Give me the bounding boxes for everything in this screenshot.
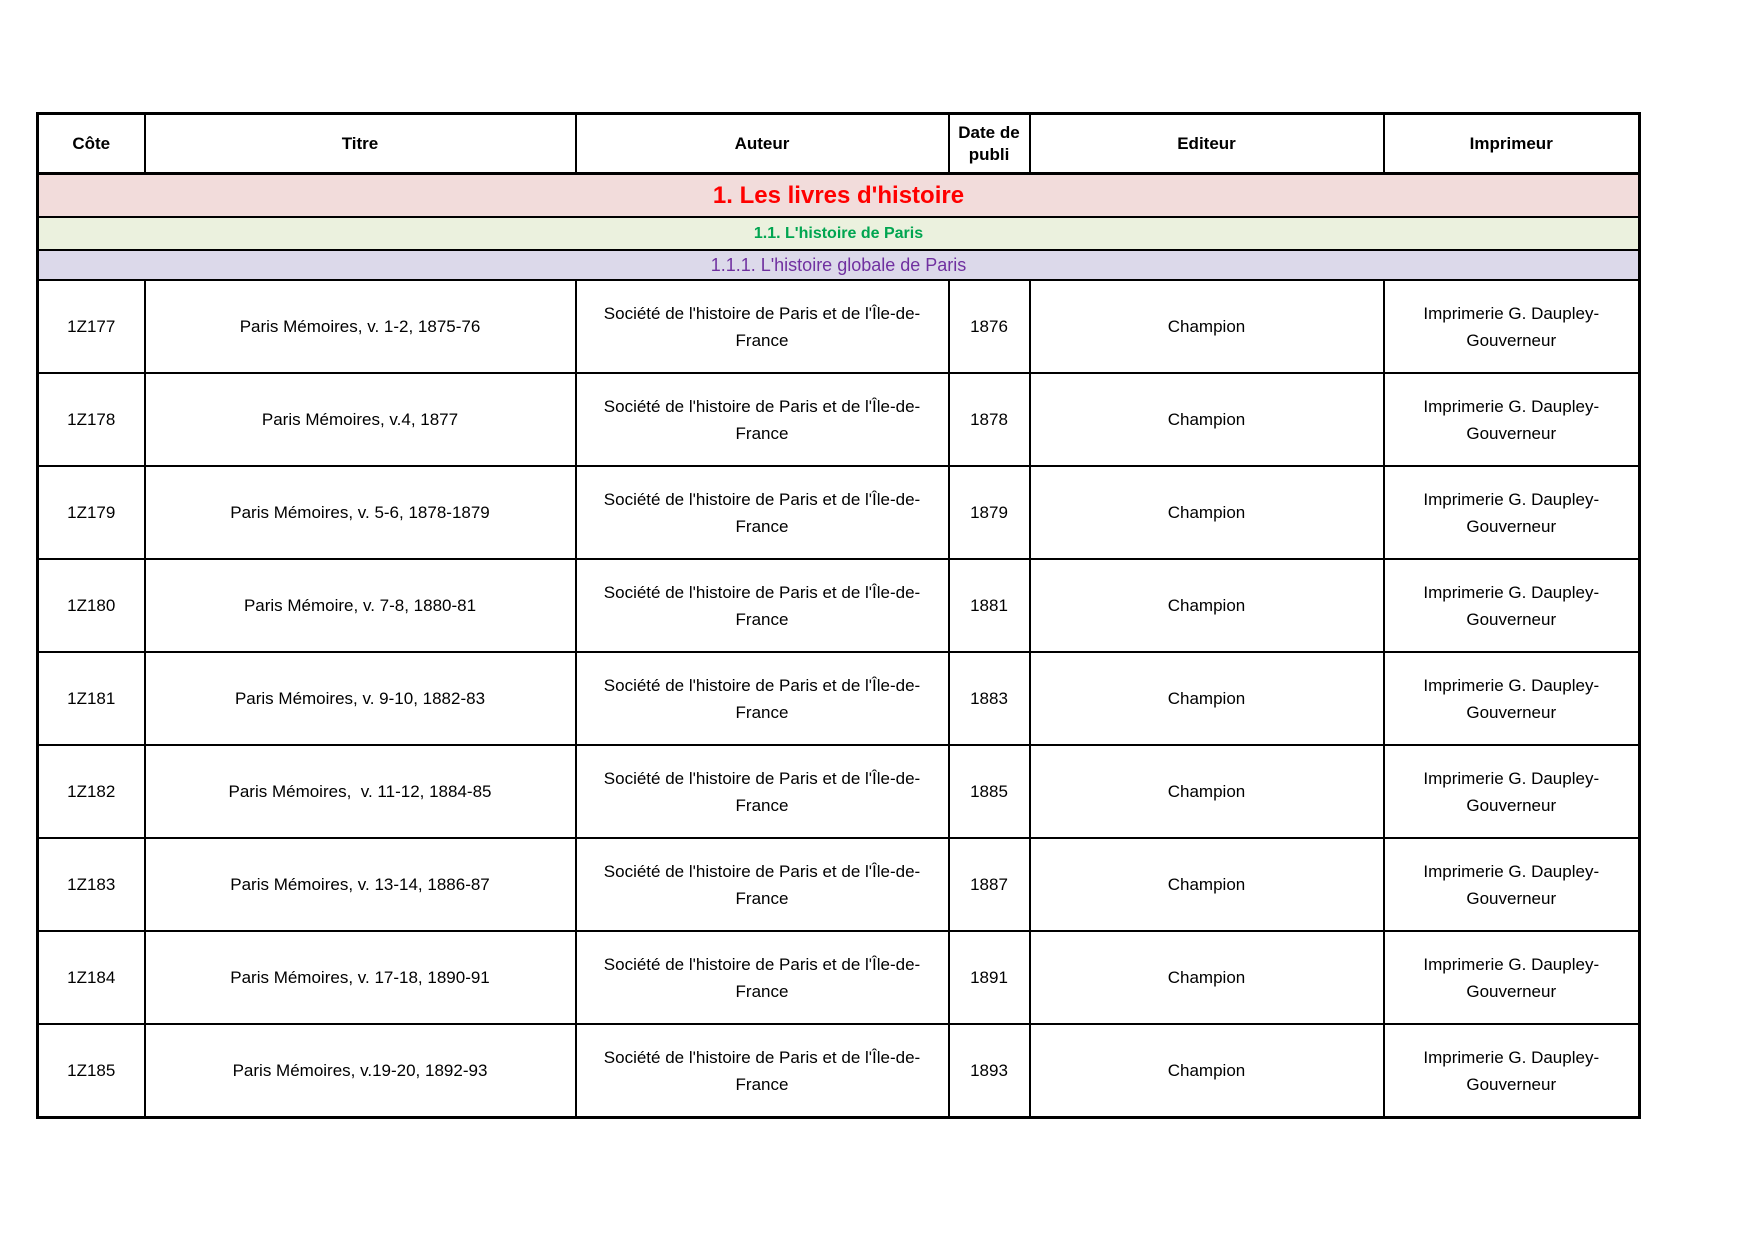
cell-imprimeur: Imprimerie G. Daupley-Gouverneur (1384, 280, 1640, 373)
cell-date: 1881 (949, 559, 1030, 652)
cell-editeur: Champion (1030, 466, 1384, 559)
section-title-text: 1.1. L'histoire de Paris (38, 217, 1640, 250)
cell-editeur: Champion (1030, 373, 1384, 466)
cell-imprimeur: Imprimerie G. Daupley-Gouverneur (1384, 652, 1640, 745)
cell-imprimeur: Imprimerie G. Daupley-Gouverneur (1384, 931, 1640, 1024)
cell-imprimeur: Imprimerie G. Daupley-Gouverneur (1384, 373, 1640, 466)
cell-cote: 1Z177 (38, 280, 145, 373)
cell-titre: Paris Mémoires, v. 17-18, 1890-91 (145, 931, 576, 1024)
cell-imprimeur: Imprimerie G. Daupley-Gouverneur (1384, 559, 1640, 652)
table-row (38, 838, 1640, 931)
cell-date: 1878 (949, 373, 1030, 466)
section-title-text: 1. Les livres d'histoire (38, 174, 1640, 218)
cell-date: 1893 (949, 1024, 1030, 1118)
column-header-cote: Côte (38, 114, 145, 174)
cell-imprimeur: Imprimerie G. Daupley-Gouverneur (1384, 466, 1640, 559)
cell-titre: Paris Mémoires, v. 11-12, 1884-85 (145, 745, 576, 838)
cell-editeur: Champion (1030, 559, 1384, 652)
column-header-auteur: Auteur (576, 114, 949, 174)
cell-date: 1879 (949, 466, 1030, 559)
cell-auteur: Société de l'histoire de Paris et de l'Île-de-France (576, 745, 949, 838)
column-header-editeur: Editeur (1030, 114, 1384, 174)
cell-date: 1891 (949, 931, 1030, 1024)
cell-editeur: Champion (1030, 280, 1384, 373)
cell-titre: Paris Mémoires, v. 13-14, 1886-87 (145, 838, 576, 931)
cell-cote: 1Z185 (38, 1024, 145, 1118)
table-row (38, 373, 1640, 466)
section-title-level-1 (38, 174, 1640, 218)
table-row (38, 559, 1640, 652)
cell-auteur: Société de l'histoire de Paris et de l'Île-de-France (576, 559, 949, 652)
cell-date: 1883 (949, 652, 1030, 745)
section-title-level-2 (38, 217, 1640, 250)
table-row (38, 652, 1640, 745)
section-title-text: 1.1.1. L'histoire globale de Paris (38, 250, 1640, 280)
cell-titre: Paris Mémoires, v. 5-6, 1878-1879 (145, 466, 576, 559)
cell-auteur: Société de l'histoire de Paris et de l'Île-de-France (576, 652, 949, 745)
catalog-table (36, 112, 1641, 1119)
table-row (38, 466, 1640, 559)
table-header-row (38, 114, 1640, 174)
cell-cote: 1Z178 (38, 373, 145, 466)
cell-editeur: Champion (1030, 652, 1384, 745)
cell-date: 1885 (949, 745, 1030, 838)
cell-imprimeur: Imprimerie G. Daupley-Gouverneur (1384, 1024, 1640, 1118)
section-title-level-3 (38, 250, 1640, 280)
cell-cote: 1Z183 (38, 838, 145, 931)
cell-editeur: Champion (1030, 838, 1384, 931)
cell-date: 1887 (949, 838, 1030, 931)
cell-auteur: Société de l'histoire de Paris et de l'Île-de-France (576, 1024, 949, 1118)
cell-titre: Paris Mémoires, v. 1-2, 1875-76 (145, 280, 576, 373)
column-header-titre: Titre (145, 114, 576, 174)
cell-auteur: Société de l'histoire de Paris et de l'Île-de-France (576, 931, 949, 1024)
cell-cote: 1Z184 (38, 931, 145, 1024)
table-row (38, 280, 1640, 373)
cell-date: 1876 (949, 280, 1030, 373)
cell-cote: 1Z179 (38, 466, 145, 559)
cell-titre: Paris Mémoire, v. 7-8, 1880-81 (145, 559, 576, 652)
cell-cote: 1Z180 (38, 559, 145, 652)
cell-auteur: Société de l'histoire de Paris et de l'Île-de-France (576, 280, 949, 373)
cell-editeur: Champion (1030, 745, 1384, 838)
cell-titre: Paris Mémoires, v.19-20, 1892-93 (145, 1024, 576, 1118)
table-row (38, 745, 1640, 838)
cell-imprimeur: Imprimerie G. Daupley-Gouverneur (1384, 745, 1640, 838)
cell-imprimeur: Imprimerie G. Daupley-Gouverneur (1384, 838, 1640, 931)
cell-cote: 1Z181 (38, 652, 145, 745)
cell-titre: Paris Mémoires, v.4, 1877 (145, 373, 576, 466)
cell-auteur: Société de l'histoire de Paris et de l'Île-de-France (576, 466, 949, 559)
cell-auteur: Société de l'histoire de Paris et de l'Île-de-France (576, 838, 949, 931)
cell-auteur: Société de l'histoire de Paris et de l'Île-de-France (576, 373, 949, 466)
column-header-imprimeur: Imprimeur (1384, 114, 1640, 174)
table-row (38, 1024, 1640, 1118)
column-header-date: Date de publi (949, 114, 1030, 174)
cell-editeur: Champion (1030, 931, 1384, 1024)
table-row (38, 931, 1640, 1024)
cell-editeur: Champion (1030, 1024, 1384, 1118)
cell-titre: Paris Mémoires, v. 9-10, 1882-83 (145, 652, 576, 745)
cell-cote: 1Z182 (38, 745, 145, 838)
